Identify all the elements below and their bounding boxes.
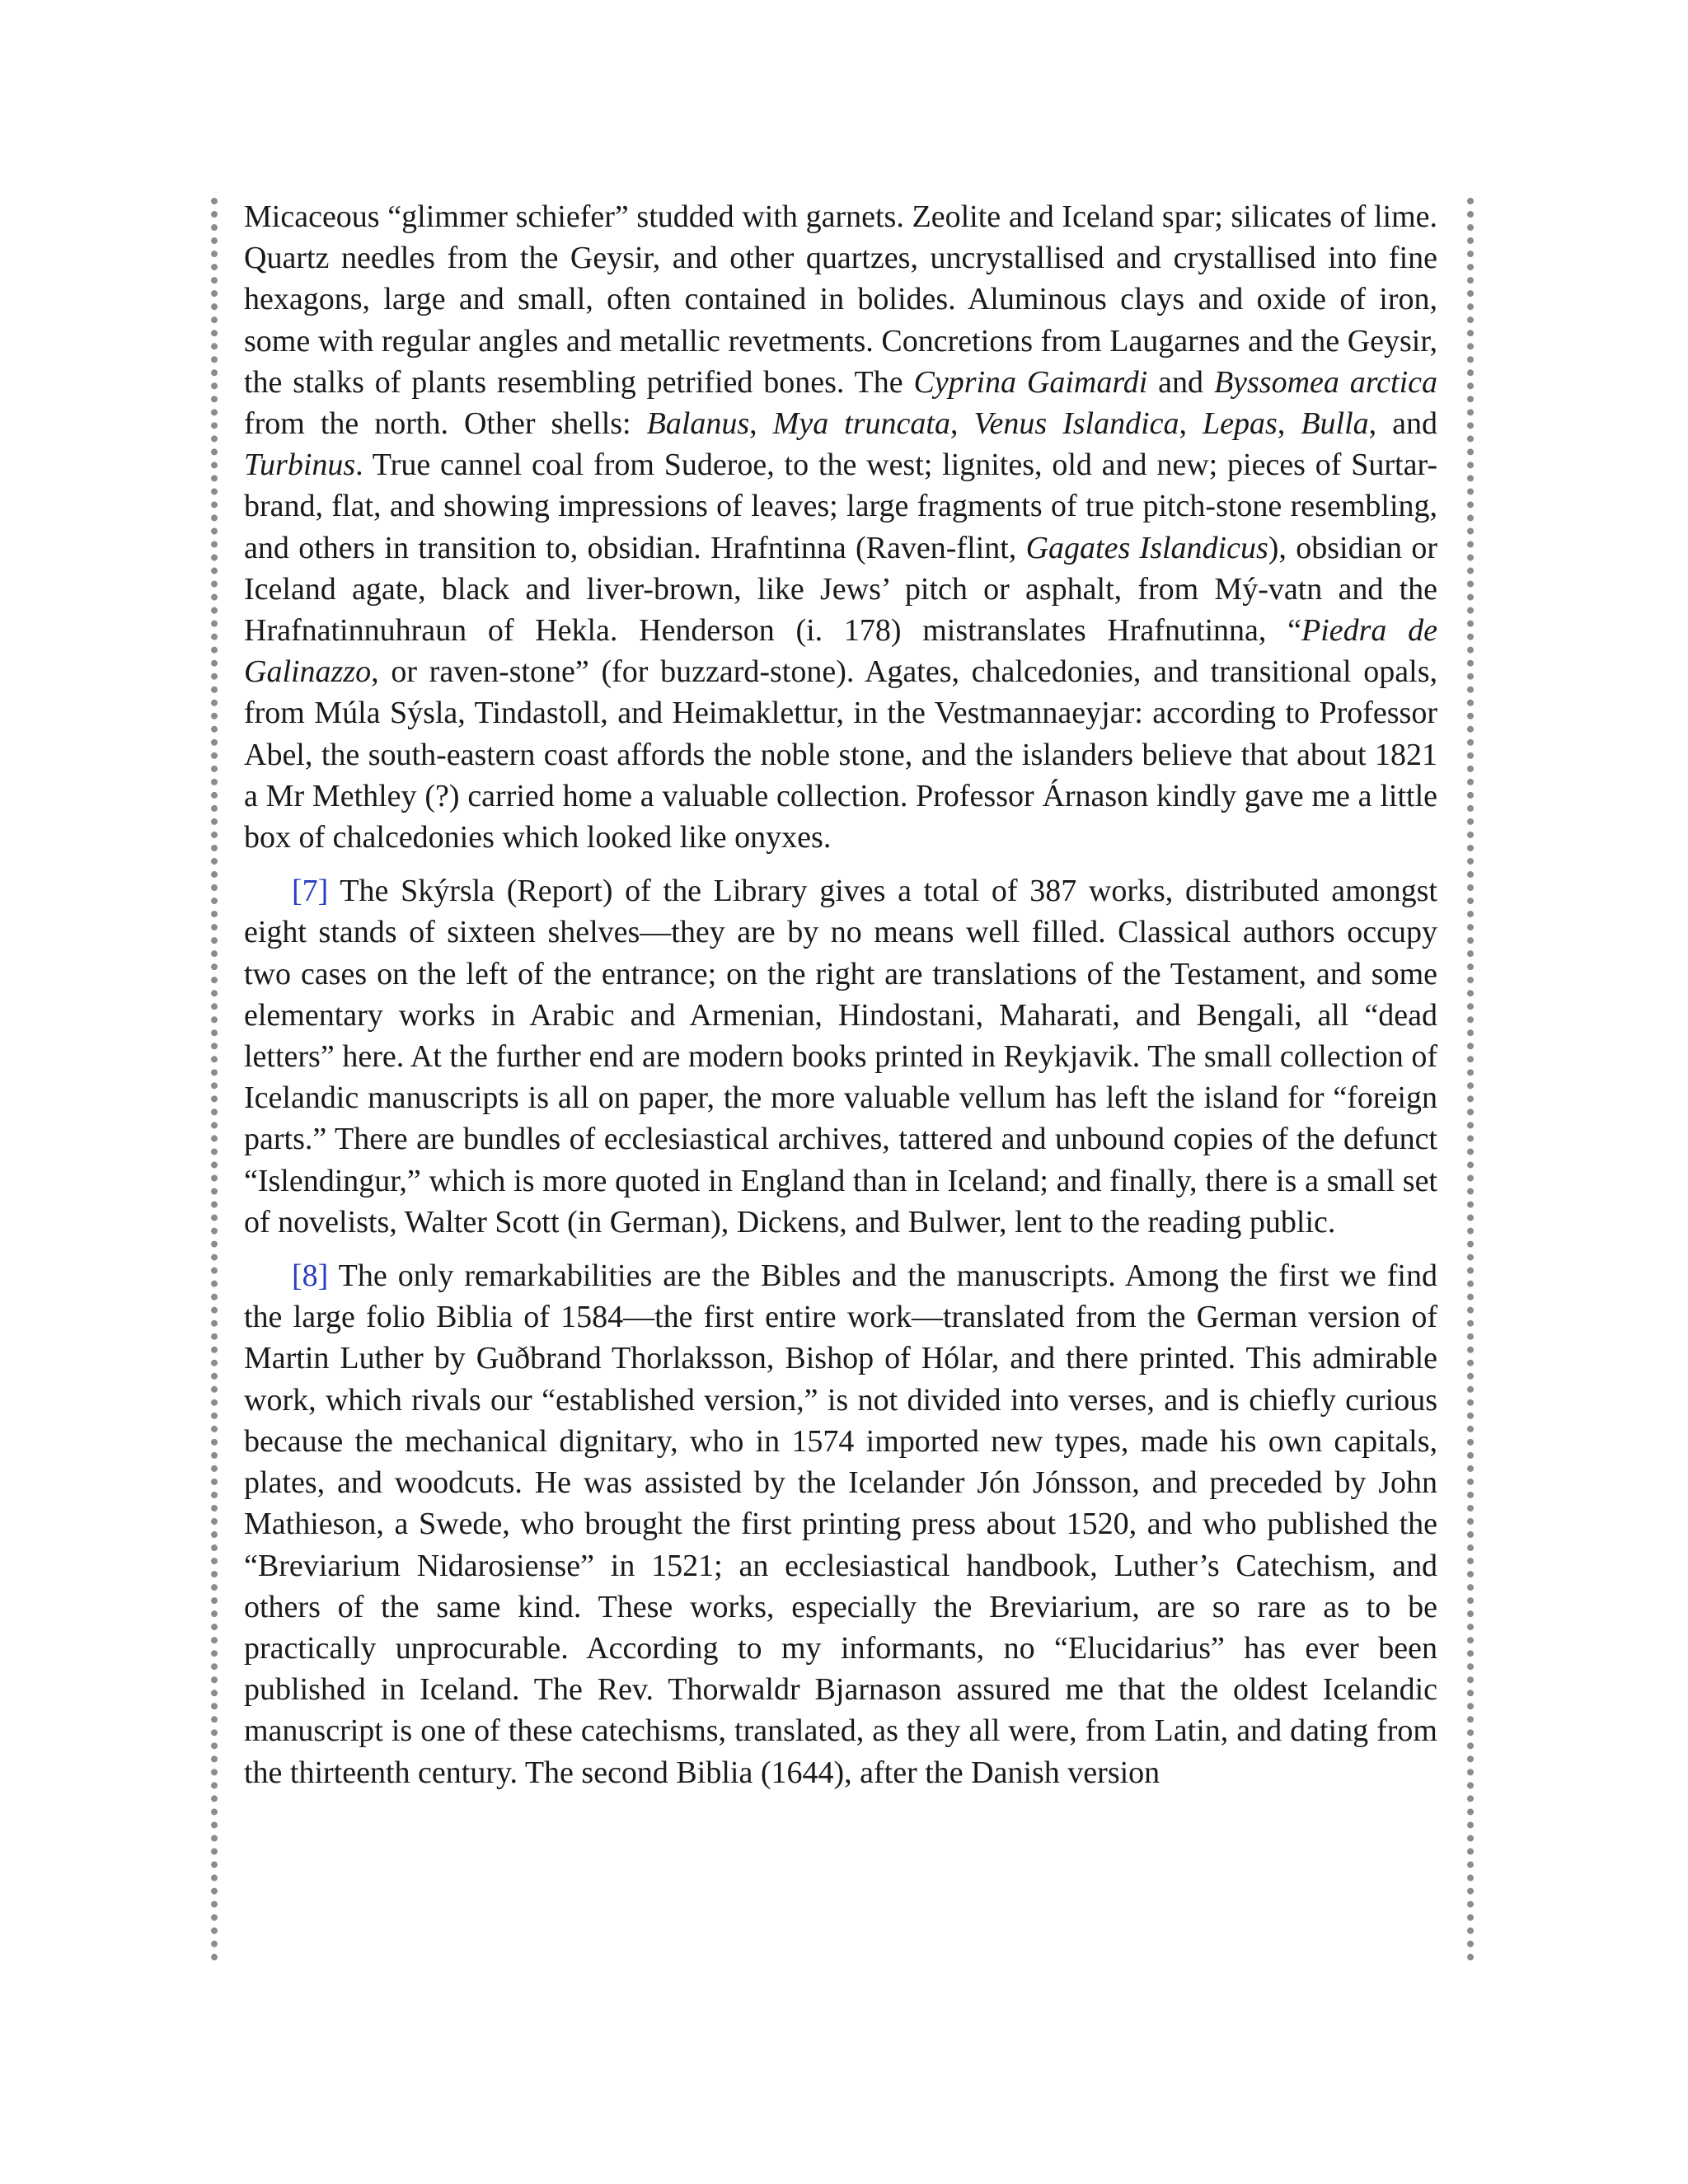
- text-segment: The only remarkabilities are the Bibles and the manuscripts. Among the first we find the large folio Biblia of 1584—the first entire work—translated from the German version of Martin Luther by Guðbrand Thorlaksson, Bishop of Hólar, and there printed. This admirable work, which rivals our “established version,” is not divided into verses, and is chiefly curious because the mechanical dignitary, who in 1574 imported new types, made his own capitals, plates, and woodcuts. He was assisted by the Icelander Jón Jónsson, and preceded by John Mathieson, a Swede, who brought the first printing press about 1520, and who published the “Breviarium Nidarosiense” in 1521; an ecclesiastical handbook, Luther’s Catechism, and others of the same kind. These works, especially the Breviarium, are so rare as to be practically unprocurable. According to my informants, no “Elucidarius” has ever been published in Iceland. The Rev. Thorwaldr Bjarnason assured me that the oldest Icelandic manuscript is one of these catechisms, translated, as they all were, from Latin, and dating from the thirteenth century. The second Biblia (1644), after the Danish version: [244, 1258, 1437, 1790]
- text-segment: , or raven-stone” (for buzzard-stone). Agates, chalcedonies, and transitional opals, from Múla Sýsla, Tindastoll, and Heimaklettur, in the Vestmannaeyjar: according to Professor Abel, the south-eastern coast affords the noble stone, and the islanders believe that about 1821 a Mr Methley (?) carried home a valuable collection. Professor Árnason kindly gave me a little box of chalcedonies which looked like onyxes.: [244, 654, 1437, 855]
- paragraph-minerals: [244, 196, 1437, 858]
- text-segment: Micaceous “glimmer schiefer” studded with garnets. Zeolite and Iceland spar; silicates of lime. Quartz needles from the Geysir, and other quartzes, uncrystallised and crystallised into fine hexagons, large and small, often contained in bolides. Aluminous clays and oxide of iron, some with regular angles and metallic revetments. Concretions from Laugarnes and the Geysir, the stalks of plants resembling petrified bones. The: [244, 199, 1437, 400]
- italic-term: Piedra de Galinazzo: [244, 613, 1437, 690]
- text-segment: and: [1147, 364, 1214, 400]
- italic-term: Venus Islandica: [973, 406, 1179, 442]
- left-dotted-border: [211, 198, 218, 1961]
- italic-term: Cyprina Gaimardi: [913, 364, 1148, 400]
- footnote-ref-link[interactable]: [8]: [292, 1258, 329, 1294]
- paragraph-footnote-8: [244, 1255, 1437, 1793]
- footnote-ref-link[interactable]: [7]: [292, 874, 329, 909]
- italic-term: Byssomea arctica: [1213, 364, 1437, 400]
- text-segment: ), obsidian or Iceland agate, black and liver-brown, like Jews’ pitch or asphalt, from Mý-vatn and the Hrafnatinnuhraun of Hekla. Henderson (i. 178) mistranslates Hrafnutinna, “: [244, 530, 1438, 649]
- text-segment: from the north. Other shells:: [244, 406, 647, 442]
- text-segment: . True cannel coal from Suderoe, to the west; lignites, old and new; pieces of Surtar-brand, flat, and showing impressions of leaves; large fragments of true pitch-stone resembling, and others in transition to, obsidian. Hrafntinna (Raven-flint,: [244, 448, 1437, 565]
- text-segment: ,: [950, 406, 974, 442]
- paragraph-footnote-7: [244, 870, 1437, 1243]
- italic-term: Balanus: [646, 406, 750, 442]
- text-segment: ,: [1179, 406, 1203, 442]
- text-segment: , and: [1368, 406, 1438, 442]
- body-text: [244, 196, 1437, 1806]
- text-segment: ,: [749, 406, 773, 442]
- italic-term: Bulla: [1301, 406, 1369, 442]
- italic-term: Lepas: [1203, 406, 1278, 442]
- italic-term: Gagates Islandicus: [1025, 530, 1268, 565]
- right-dotted-border: [1467, 198, 1474, 1961]
- italic-term: Turbinus: [244, 448, 356, 483]
- italic-term: Mya truncata: [772, 406, 950, 442]
- text-segment: The Skýrsla (Report) of the Library gives a total of 387 works, distributed amongst eight stands of sixteen shelves—they are by no means well filled. Classical authors occupy two cases on the left of the entrance; on the right are translations of the Testament, and some elementary works in Arabic and Armenian, Hindostani, Maharati, and Bengali, all “dead letters” here. At the further end are modern books printed in Reykjavik. The small collection of Icelandic manuscripts is all on paper, the more valuable vellum has left the island for “foreign parts.” There are bundles of ecclesiastical archives, tattered and unbound copies of the defunct “Islendingur,” which is more quoted in England than in Iceland; and finally, there is a small set of novelists, Walter Scott (in German), Dickens, and Bulwer, lent to the reading public.: [244, 874, 1437, 1240]
- text-segment: ,: [1277, 406, 1301, 442]
